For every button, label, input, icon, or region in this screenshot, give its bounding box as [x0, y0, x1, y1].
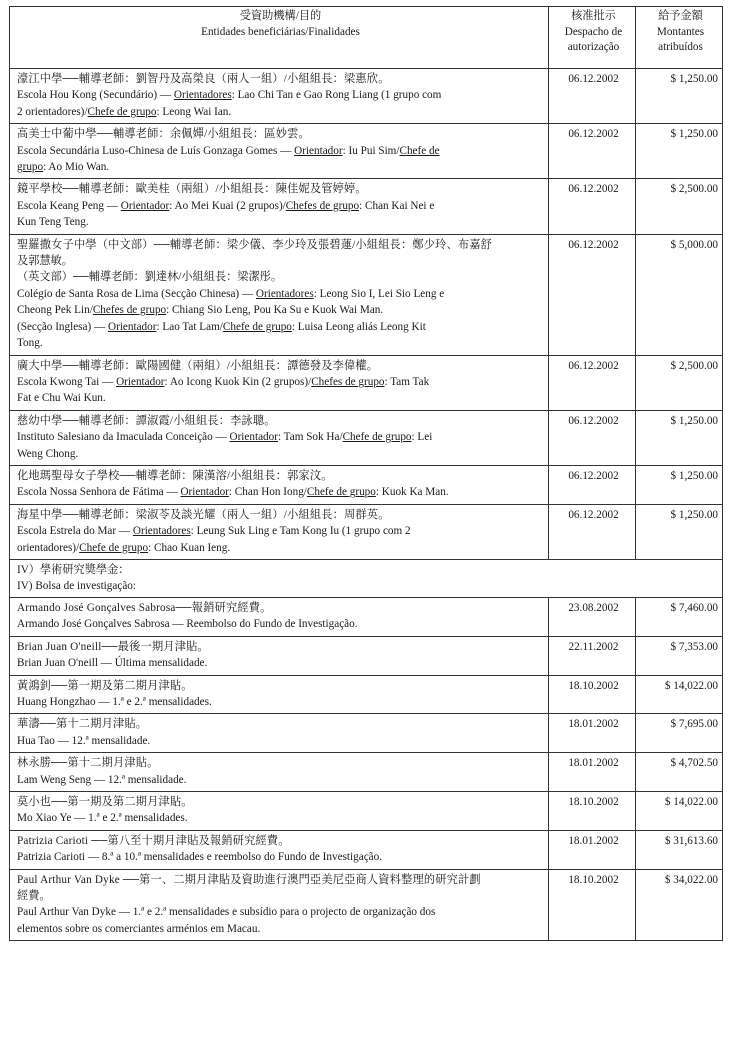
- amount-awarded: $ 2,500.00: [636, 355, 723, 410]
- amount-awarded: $ 31,613.60: [636, 830, 723, 869]
- subsidy-table: [9, 6, 723, 941]
- text-segment: : Chan Hon Iong/: [228, 486, 307, 499]
- role-label: Chefe de grupo: [79, 541, 149, 554]
- text-segment: Hua Tao — 12.ª mensalidade.: [17, 734, 151, 747]
- amount-awarded: $ 5,000.00: [636, 234, 723, 355]
- text-segment: : Luisa Leong aliás Leong Kit: [291, 320, 426, 333]
- description-line: [17, 286, 544, 302]
- text-segment: Escola Secundária Luso-Chinesa de Luís Gonzaga Gomes —: [17, 144, 295, 157]
- text-segment: Kun Teng Teng.: [17, 216, 89, 229]
- description-line: [17, 358, 544, 374]
- table-row: [10, 504, 723, 559]
- description-line: [17, 540, 544, 556]
- description-line: [17, 678, 544, 694]
- role-label: Orientador: [294, 144, 343, 157]
- text-segment: : Lei: [411, 431, 433, 444]
- role-label: grupo: [17, 161, 44, 174]
- amount-awarded: $ 4,702.50: [636, 753, 723, 792]
- description-line: [17, 694, 544, 710]
- description-line: [17, 794, 544, 810]
- authorization-date: 22.11.2002: [549, 636, 636, 675]
- beneficiary-description: [10, 465, 549, 504]
- description-line: [17, 446, 544, 462]
- text-segment: Brian Juan O'neill──最後一期月津貼。: [17, 640, 209, 653]
- text-segment: : Chan Kai Nei e: [359, 199, 435, 212]
- beneficiary-description: [10, 830, 549, 869]
- description-line: [17, 655, 544, 671]
- text-segment: Paul Arthur Van Dyke ──第一、二期月津貼及資助進行澳門亞美尼亞商人資料整理的研究計劃: [17, 873, 481, 886]
- text-segment: Escola Kwong Tai —: [17, 375, 117, 388]
- text-segment: 濠江中學──輔導老師：劉智丹及高榮良（兩人一組）/小組組長：梁惠欣。: [17, 73, 390, 85]
- section-heading: [10, 559, 723, 597]
- beneficiary-description: [10, 504, 549, 559]
- text-segment: elementos sobre os comerciantes arménios em Macau.: [17, 922, 261, 935]
- description-line: [17, 181, 544, 197]
- description-line: [17, 159, 544, 175]
- role-label: Chefe de grupo: [222, 320, 292, 333]
- role-label: Orientadores: [255, 287, 314, 300]
- text-segment: : Tam Tak: [384, 375, 430, 388]
- text-segment: Armando José Gonçalves Sabrosa — Reembolso do Fundo de Investigação.: [17, 618, 358, 631]
- role-label: Orientador: [120, 199, 170, 212]
- text-segment: : Lao Tat Lam/: [156, 320, 223, 333]
- authorization-date: 23.08.2002: [549, 597, 636, 636]
- header-montantes-line: Montantes: [656, 25, 705, 38]
- text-segment: : Leong Wai Ian.: [156, 105, 232, 118]
- description-line: [17, 71, 544, 87]
- text-segment: 慈幼中學──輔導老師：譚淑霞/小組組長：李詠聰。: [17, 414, 276, 427]
- table-row: [10, 234, 723, 355]
- table-header-row: [10, 7, 723, 69]
- amount-awarded: $ 7,353.00: [636, 636, 723, 675]
- description-line: [17, 639, 544, 655]
- authorization-date: 18.01.2002: [549, 753, 636, 792]
- amount-awarded: $ 1,250.00: [636, 465, 723, 504]
- text-segment: Weng Chong.: [17, 447, 79, 460]
- section-heading-line: [17, 578, 718, 594]
- table-row: [10, 355, 723, 410]
- amount-awarded: $ 1,250.00: [636, 124, 723, 179]
- table-row: [10, 124, 723, 179]
- role-label: Orientador: [116, 375, 165, 388]
- beneficiary-description: [10, 124, 549, 179]
- table-row: [10, 69, 723, 124]
- role-label: Orientadores: [132, 525, 191, 538]
- description-line: [17, 810, 544, 826]
- role-label: Orientador: [180, 486, 229, 499]
- description-line: [17, 253, 544, 269]
- description-line: [17, 921, 544, 937]
- description-line: [17, 302, 544, 318]
- text-segment: Escola Nossa Senhora de Fátima —: [17, 486, 181, 499]
- beneficiary-description: [10, 410, 549, 465]
- text-segment: 海星中學──輔導老師：梁淑苓及談光耀（兩人一組）/小組組長：周群英。: [17, 508, 390, 521]
- description-line: [17, 319, 544, 335]
- header-despacho: [549, 7, 636, 69]
- role-label: Chefes de grupo: [92, 304, 167, 317]
- table-row: [10, 792, 723, 831]
- description-line: [17, 507, 544, 523]
- text-segment: 聖羅撒女子中學（中文部）──輔導老師：梁少儀、李少玲及張碧蓮/小組組長：鄭少玲、布嘉舒: [17, 238, 493, 251]
- role-label: Chefe de grupo: [87, 105, 157, 118]
- text-segment: Escola Keang Peng —: [17, 199, 121, 212]
- header-montantes-line: 給予金額: [658, 10, 703, 22]
- authorization-date: 06.12.2002: [549, 465, 636, 504]
- text-segment: 鏡平學校──輔導老師：歐美桂（兩組）/小組組長：陳佳妮及管婷婷。: [17, 183, 367, 196]
- text-segment: Escola Hou Kong (Secundário) —: [17, 89, 174, 102]
- beneficiary-description: [10, 753, 549, 792]
- description-line: [17, 484, 544, 500]
- amount-awarded: $ 7,695.00: [636, 714, 723, 753]
- header-beneficiaries-zh: 受資助機構/目的: [239, 10, 322, 22]
- text-segment: : Lao Chi Tan e Gao Rong Liang (1 grupo com: [231, 89, 442, 102]
- description-line: [17, 616, 544, 632]
- text-segment: : Leong Sio I, Lei Sio Leng e: [313, 287, 445, 300]
- table-row: [10, 636, 723, 675]
- header-despacho-line: Despacho de: [564, 25, 623, 38]
- text-segment: 華濤──第十二期月津貼。: [17, 718, 148, 731]
- description-line: [17, 849, 544, 865]
- description-line: [17, 888, 544, 904]
- text-segment: 經費。: [17, 890, 51, 903]
- description-line: [17, 872, 544, 888]
- text-segment: Cheong Pek Lin/: [17, 304, 93, 317]
- amount-awarded: $ 14,022.00: [636, 675, 723, 714]
- text-segment: : Kuok Ka Man.: [375, 486, 449, 499]
- role-label: Orientador: [108, 320, 157, 333]
- text-segment: Huang Hongzhao — 1.ª e 2.ª mensalidades.: [17, 696, 212, 708]
- authorization-date: 18.10.2002: [549, 869, 636, 941]
- description-line: [17, 755, 544, 771]
- text-segment: Fat e Chu Wai Kun.: [17, 392, 106, 405]
- description-line: [17, 413, 544, 429]
- description-line: [17, 87, 544, 103]
- text-segment: : Iu Pui Sim/: [342, 144, 400, 157]
- description-line: [17, 143, 544, 159]
- description-line: [17, 237, 544, 253]
- text-segment: Instituto Salesiano da Imaculada Conceição —: [17, 431, 230, 444]
- description-line: [17, 104, 544, 120]
- table-row: [10, 410, 723, 465]
- text-segment: 廣大中學──輔導老師：歐陽國健（兩組）/小組組長：譚德發及李偉權。: [17, 359, 379, 372]
- beneficiary-description: [10, 234, 549, 355]
- description-line: [17, 126, 544, 142]
- role-label: Orientadores: [173, 89, 232, 102]
- table-row: [10, 597, 723, 636]
- text-segment: 莫小也──第一期及第二期月津貼。: [17, 796, 193, 809]
- table-row: [10, 869, 723, 941]
- authorization-date: 06.12.2002: [549, 504, 636, 559]
- amount-awarded: $ 2,500.00: [636, 179, 723, 234]
- text-segment: Colégio de Santa Rosa de Lima (Secção Chinesa) —: [17, 287, 256, 300]
- description-line: [17, 335, 544, 351]
- text-segment: Escola Estrela do Mar —: [17, 525, 133, 538]
- description-line: [17, 468, 544, 484]
- text-segment: Mo Xiao Ye — 1.ª e 2.ª mensalidades.: [17, 812, 188, 825]
- header-despacho-line: 核准批示: [571, 10, 616, 22]
- description-line: [17, 269, 544, 285]
- description-line: [17, 716, 544, 732]
- text-segment: 高美士中葡中學──輔導老師：余佩嬋/小組組長：區妙雲。: [17, 128, 310, 141]
- beneficiary-description: [10, 714, 549, 753]
- description-line: [17, 523, 544, 539]
- text-segment: Patrizia Carioti — 8.ª a 10.ª mensalidades e reembolso do Fundo de Investigação.: [17, 851, 383, 864]
- table-row: [10, 675, 723, 714]
- authorization-date: 06.12.2002: [549, 179, 636, 234]
- description-line: [17, 904, 544, 920]
- authorization-date: 18.10.2002: [549, 792, 636, 831]
- role-label: Orientador: [229, 431, 278, 444]
- amount-awarded: $ 1,250.00: [636, 410, 723, 465]
- text-segment: Armando José Gonçalves Sabrosa──報銷研究經費。: [17, 601, 272, 614]
- description-line: [17, 600, 544, 616]
- authorization-date: 06.12.2002: [549, 69, 636, 124]
- beneficiary-description: [10, 355, 549, 410]
- text-segment: : Chao Kuan Ieng.: [148, 541, 231, 554]
- beneficiary-description: [10, 597, 549, 636]
- role-label: Chefe de grupo: [306, 486, 376, 499]
- role-label: Chefe de grupo: [342, 431, 412, 444]
- description-line: [17, 214, 544, 230]
- table-row: [10, 179, 723, 234]
- description-line: [17, 733, 544, 749]
- text-segment: 黃鴻釗──第一期及第二期月津貼。: [17, 679, 193, 692]
- header-montantes-line: atribuídos: [658, 41, 703, 53]
- table-row: [10, 753, 723, 792]
- text-segment: : Leung Suk Ling e Tam Kong Iu (1 grupo com 2: [190, 525, 411, 538]
- text-segment: : Chiang Sio Leng, Pou Ka Su e Kuok Wai Man.: [166, 304, 384, 317]
- header-beneficiaries-pt: Entidades beneficiárias/Finalidades: [201, 25, 360, 38]
- text-segment: 2 orientadores)/: [17, 105, 88, 118]
- description-line: [17, 390, 544, 406]
- beneficiary-description: [10, 636, 549, 675]
- beneficiary-description: [10, 69, 549, 124]
- section-heading-row: [10, 559, 723, 597]
- description-line: [17, 198, 544, 214]
- description-line: [17, 374, 544, 390]
- text-segment: （英文部）──輔導老師：劉達林/小組組長：梁潔彤。: [17, 271, 283, 284]
- header-beneficiaries: [10, 7, 549, 69]
- text-segment: Tong.: [17, 337, 43, 350]
- amount-awarded: $ 34,022.00: [636, 869, 723, 941]
- beneficiary-description: [10, 675, 549, 714]
- description-line: [17, 429, 544, 445]
- authorization-date: 18.01.2002: [549, 830, 636, 869]
- text-segment: 及郭慧敏。: [17, 255, 73, 268]
- beneficiary-description: [10, 869, 549, 941]
- text-segment: : Ao Mei Kuai (2 grupos)/: [169, 199, 286, 212]
- description-line: [17, 833, 544, 849]
- role-label: Chefes de grupo: [311, 375, 385, 388]
- authorization-date: 18.10.2002: [549, 675, 636, 714]
- amount-awarded: $ 1,250.00: [636, 504, 723, 559]
- table-row: [10, 465, 723, 504]
- beneficiary-description: [10, 179, 549, 234]
- table-row: [10, 714, 723, 753]
- authorization-date: 06.12.2002: [549, 410, 636, 465]
- text-segment: IV）學術研究獎學金：: [17, 563, 130, 576]
- text-segment: (Secção Inglesa) —: [17, 320, 109, 333]
- header-despacho-line: autorização: [567, 41, 620, 53]
- text-segment: Lam Weng Seng — 12.ª mensalidade.: [17, 773, 187, 786]
- section-heading-line: [17, 562, 718, 578]
- role-label: Chefe de: [399, 144, 440, 157]
- description-line: [17, 772, 544, 788]
- text-segment: Paul Arthur Van Dyke — 1.ª e 2.ª mensalidades e subsídio para o projecto de organização dos: [17, 906, 436, 919]
- authorization-date: 18.01.2002: [549, 714, 636, 753]
- text-segment: orientadores)/: [17, 541, 80, 554]
- table-row: [10, 830, 723, 869]
- text-segment: : Tam Sok Ha/: [277, 431, 343, 444]
- amount-awarded: $ 14,022.00: [636, 792, 723, 831]
- text-segment: 化地瑪聖母女子學校──輔導老師：陳漢溶/小組組長：郭家汶。: [17, 469, 333, 482]
- text-segment: : Ao Icong Kuok Kin (2 grupos)/: [164, 375, 312, 388]
- text-segment: Patrizia Carioti ──第八至十期月津貼及報銷研究經費。: [17, 834, 290, 847]
- table-body: [10, 69, 723, 941]
- header-montantes: [636, 7, 723, 69]
- text-segment: : Ao Mio Wan.: [43, 161, 110, 174]
- amount-awarded: $ 7,460.00: [636, 597, 723, 636]
- authorization-date: 06.12.2002: [549, 355, 636, 410]
- role-label: Chefes de grupo: [285, 199, 360, 212]
- text-segment: Brian Juan O'neill — Última mensalidade.: [17, 657, 208, 670]
- authorization-date: 06.12.2002: [549, 124, 636, 179]
- authorization-date: 06.12.2002: [549, 234, 636, 355]
- beneficiary-description: [10, 792, 549, 831]
- amount-awarded: $ 1,250.00: [636, 69, 723, 124]
- text-segment: IV) Bolsa de investigação:: [17, 579, 136, 592]
- text-segment: 林永勝──第十二期月津貼。: [17, 757, 159, 770]
